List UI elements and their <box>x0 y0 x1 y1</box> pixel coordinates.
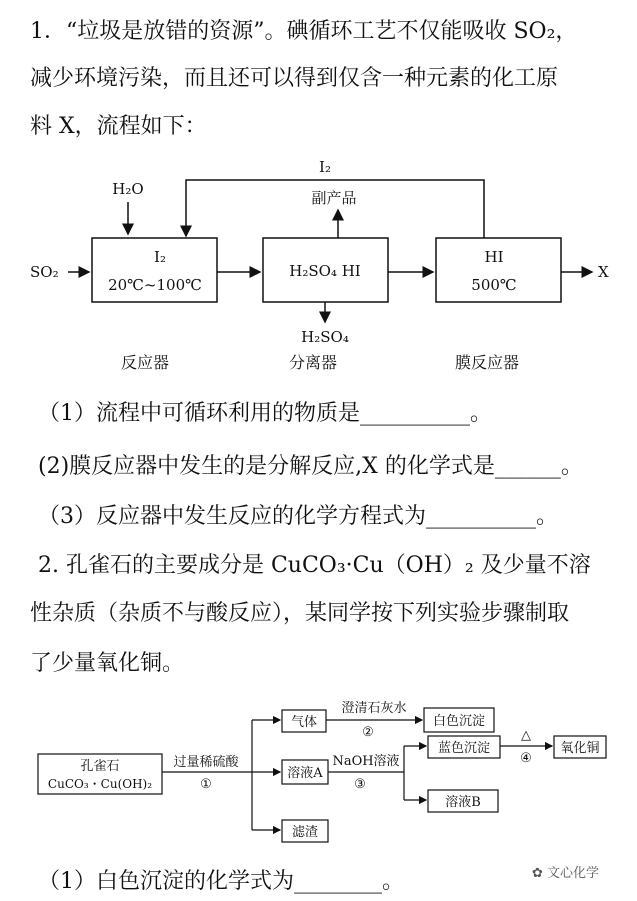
label-membrane: 膜反应器 <box>454 353 520 372</box>
reactor-temp: 20℃~100℃ <box>108 276 202 294</box>
step2-number: ② <box>362 725 374 740</box>
q1-line-2: 减少环境污染，而且还可以得到仅含一种元素的化工原 <box>30 66 559 91</box>
label-separator: 分离器 <box>288 353 338 372</box>
i2-top-label: I₂ <box>319 158 331 176</box>
membrane-temp: 500℃ <box>471 276 517 294</box>
q1-line-1: 1．“垃圾是放错的资源”。碘循环工艺不仅能吸收 SO₂， <box>30 19 578 44</box>
reactor-i2: I₂ <box>154 248 166 266</box>
gas-label: 气体 <box>290 715 318 730</box>
membrane-hi: HI <box>484 248 504 266</box>
byproduct-label: 副产品 <box>311 189 357 207</box>
blue-precipitate-label: 蓝色沉淀 <box>437 741 491 756</box>
q2-line-3: 了少量氧化铜。 <box>30 651 185 676</box>
q1-sub-3: （3）反应器中发生反应的化学方程式为__________。 <box>38 504 558 529</box>
q2-line-2: 性杂质（杂质不与酸反应），某同学按下列实验步骤制取 <box>30 601 570 626</box>
malachite-formula: CuCO₃・Cu(OH)₂ <box>47 777 153 791</box>
step1-reagent: 过量稀硫酸 <box>173 755 239 770</box>
step4-number: ④ <box>520 751 532 766</box>
heat-label: △ <box>521 728 531 743</box>
q1-sub-1: （1）流程中可循环利用的物质是__________。 <box>38 401 492 426</box>
label-reactor: 反应器 <box>120 353 170 372</box>
lime-water-label: 澄清石灰水 <box>341 701 407 716</box>
h2so4-out-label: H₂SO₄ <box>301 328 349 346</box>
q1-sub-2: (2)膜反应器中发生的是分解反应,X 的化学式是______。 <box>38 454 583 479</box>
copper-oxide-label: 氧化铜 <box>560 741 600 756</box>
q1-line-3: 料 X，流程如下： <box>30 114 207 139</box>
malachite-experiment-flow-diagram <box>0 690 637 850</box>
step1-number: ① <box>200 777 212 792</box>
wechat-icon: ✿ <box>532 866 548 881</box>
white-precipitate-label: 白色沉淀 <box>432 714 486 729</box>
malachite-label: 孔雀石 <box>80 759 120 774</box>
q2-line-1: 2. 孔雀石的主要成分是 CuCO₃·Cu（OH）₂ 及少量不溶 <box>38 553 591 578</box>
so2-label: SO₂ <box>30 263 59 281</box>
separator-contents: H₂SO₄ HI <box>289 262 361 280</box>
solution-b-label: 溶液B <box>445 795 481 810</box>
x-label: X <box>598 263 609 281</box>
watermark <box>532 862 599 881</box>
h2o-label: H₂O <box>112 180 144 198</box>
watermark-text: 文心化学 <box>547 866 600 881</box>
naoh-label: NaOH溶液 <box>332 754 400 769</box>
step3-number: ③ <box>354 777 366 792</box>
residue-label: 滤渣 <box>291 825 319 840</box>
iodine-cycle-flow-diagram <box>0 0 637 400</box>
q2-sub-1: （1）白色沉淀的化学式为________。 <box>38 869 404 894</box>
solution-a-label: 溶液A <box>287 766 323 781</box>
